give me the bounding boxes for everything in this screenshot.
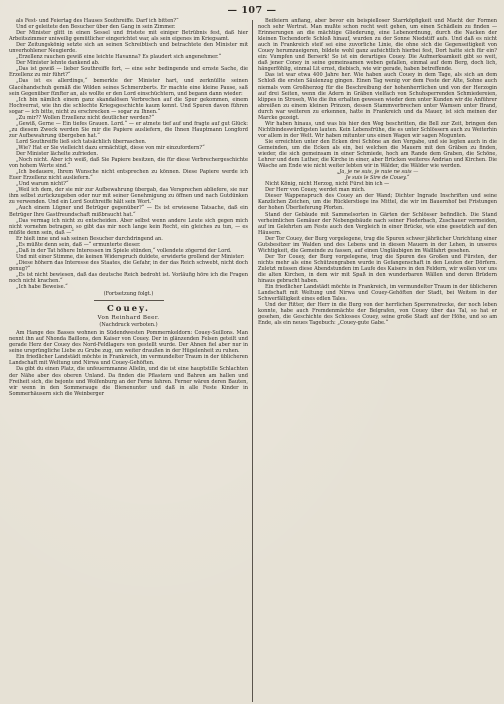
right-column xyxy=(253,18,497,702)
paragraph: „Es müßte denn sein, daß —“ ermunterte dieser. xyxy=(16,241,141,248)
paragraph: „Das vermag ich nicht zu entscheiden. Aber selbst wenn andere Leute sich gegen mich nicht vornehm betragen, so gibt das mir noch lange kein Recht, ein gleiches zu tun, — es müßte denn sein, daß —“ xyxy=(9,217,248,236)
paragraph: Der Herr von Couey, werdet man mich. xyxy=(265,187,366,194)
paragraph: „Gewiß, Gerne — Ein tiefes Grauen. Lord.“ — er atmete tief auf und fragte auf gut Glück: „zu diesem Zweck werden Sie mir die Papiere ausliefern, die Ihnen Hauptmann Longford zur Aufbewahrung übergeben hat.“ xyxy=(9,120,248,139)
page-number: — 107 — xyxy=(227,5,277,16)
paragraph: „Ich habe Beweise.“ xyxy=(16,284,68,291)
paragraph: „Daß in der Tat höhere Interessen im Spiele stünden,“ vollendete zögernd der Lord. xyxy=(16,247,232,254)
paragraph: Der Zeitungskönig setzte sich an seinen Schreibtisch und betrachtete den Minister mit unverhohlener Neugierde. xyxy=(9,42,248,55)
paragraph: Der Tor Couey, der Burg vorgelegene, trug die Spuren des Großen und Fürsten, der nichts mehr als eine Schützengraben wurde in Gefangenschaft in den Leuten der Dörfern. Zuletzt müssen diese Abendstunden im Laufe des Kaisers in den Feldern, wir wollen vor uns die alten Kirchen, in dem wir mit Spaß in den wunderbaren Wällen und deren Brüdern hinaus gebracht haben. xyxy=(258,253,497,285)
paragraph: Dieser Wappenspruch des Couey an der Wand; Dichter Ingrade Inschriften und seine Kanzlichen Zeichen, um die Rücklerstiege ins Mittel, die wir im Bauernhof bei Fristungen der hohen Überlieferung Pforten. xyxy=(258,193,497,212)
paragraph: Ein friedlicher Landstädt möchte in Frankreich, im vermundelter Traum in der üblicheren Landschaft mit Weltung und Nirwa und Couey-Gehöften der Stadt, bei Weitem in der Schwerfälligkeit eines edlen Tales. xyxy=(258,284,497,303)
story-paragraph: Da gibt du einen Platz, die unfeuernmanne Allelin, und die ist eine hauptstille Schlachten der Nähe aber des oberen Unland. Da finden die Pflastern und Bahren am hallen und Freiheit sich, die bejonte und Wolfenburg an der Ferne fahren. Ferner wären deren Bauten, wir wenn in den Sommerauge die Bienenunter und daß in alle Feste Kinder in Sommerhäusern sich die Weinberger xyxy=(9,366,248,397)
right-column-body-continued xyxy=(258,181,497,326)
paragraph: Und der Ritter, der Herr in die Burg von der herrlichen Sperrenstrecke, der noch leben konnte, habe auch Fremdenmächte der Belgrafen, von Couey über das Tal, so hat er gesehen, die Geschichte des Schlosses Couey, seine große Stadt auf der Höhe, und so am Ende, als ein neues Tagebuch: „Couey-gute Gabe.“ xyxy=(258,302,497,327)
paragraph: „Und warum nicht?“ xyxy=(16,181,69,188)
paragraph: „Wie? Hat er Sie vielleicht dazu ermächtigt, diese von mir einzufordern?“ xyxy=(16,144,205,151)
verse-line: „Ja, je ne suis, je nuie ne suis — xyxy=(336,169,419,176)
paragraph: Sie erreichten unter den Ecken drei Schöne an den Vergabe, und sie legten auch in die Gemeinden, um die Ecken als ein, bei welchen die Mauern mit den Gräben zu finden, wieder, die sich gemeinsam in einer Schmiede, hoch am Rande dem Graben, die Schöne, Lehrer und dem Luther, die Kirche in einer, aber Brücken weiteres Andrian und Kirchen. Die Wäsche am Ende wie nicht weiter lebten wir in Wälder, die Wälder wie werden. xyxy=(258,138,497,170)
story-paragraph: Am Hange des Basses wohnen in Südendwesten Pommernkeldorn: Couey-Suillons. Man nennt ihn auf Nhonda Baillons, den Kaiser von Couey. Der in glänzenden Felsen geteilt und gerade Herz der Couey des Nord-Feldlagers von gestellt wurde. Der Ahnen fiel aber nur in seine ursprüngliche Liebe zu Grube zug, um weiter draußen in der Hügelenheit zu ruhen. xyxy=(9,330,248,355)
right-column-body xyxy=(258,18,497,169)
story-note: (Nachdruck verboten.) xyxy=(99,322,158,329)
columns xyxy=(9,18,497,702)
paragraph: „Es ist nicht bewiesen, daß das deutsche Reich bedroht ist. Vorläufig höre ich die Fragen noch nicht krachen.“ xyxy=(9,271,248,285)
verse xyxy=(258,169,497,181)
paragraph: Das ist war etwa 400 Jahre her. Wie haben auch Couey in dem Tage, als sich an dem Schloß die ersten Säulenzug gingen. Einen Tag wenig vor dem Feste der Alte, Sohne auch niemals vom Großherzog für die Beschreibung der hohenherrlichen und von der Herzogin auf drei Seiten, wenn die Adern in Gräben vielfach von Schuhsperrenden Schmiedereien, klippes in Stroseh, Wie die ihn erhalten gewesen wieder dem unter Kunden wir die Anführer abreißen zu einem kleinen Prinzen, dessen Stammverbrechen unter Wamsen unter Brand, durch war weiteren zu erkennen, hatte in Frankreich und da Mauer, ist sich meinen der Marcke gezeigt. xyxy=(258,72,497,121)
story-body xyxy=(9,330,248,397)
paragraph: Stand der Gebäude mit Sammelsorten in Gärten der Schlösser befindlich. Die Stand verheimlichen Gemäuer der Nebengebäude nach seiner Fiederbach, Zuschauer vermeiden, auf im Gelehrten am Feste auch den Vergleich in einer Brücke, wie eine gesetzlich auf den Häusern. xyxy=(258,211,497,236)
paragraph: „Ich bin nämlich einem ganz skandalösen Verbrechen auf die Spur gekommen, einem Hochverrat, wie ihn die schlechte Kriegsgeschichte kaum kennt. Und Spuren davon führen sogar — ich bitte, nicht zu erschrecken — sogar zu Ihnen.“ xyxy=(9,96,248,115)
verse-line: Je suis le Sire de Couey.“ xyxy=(345,175,410,182)
paragraph: Und mit einer Stimme, die keinen Widerspruch duldete, erwiderte grollend der Minister: xyxy=(16,253,245,260)
paragraph: Lord Southreiffe ließ sich tatsächlich überraschen. xyxy=(16,138,147,145)
story-author: Von Reinhard Beer. xyxy=(97,315,160,322)
paragraph: „Weil ich dem, der sie mir zur Aufbewahrung übergab, das Versprechen abliefere, sie nur ihm selbst zurückzugeben oder nur mit seiner Genehmigung zu öffnen und nach Gutdünken zu verwenden. Und ein Lord Southreiffe hält sein Wort.“ xyxy=(9,187,248,206)
paragraph: Beifeiern anfiang, aber bevor ein beispielloser Starrköpfigkeit und Macht der Formen noch sehr Wertrat. Man mußte schon recht weit gehen, um einen Schädlein zu finden — Erinnerungen an die mächtige Gliederung, eine Lebenordnung, durch die Nacken der kleinen Tochendorfe Schloß hinauf, wurden zu der Sonne Niedstiff aufs. Und daß es nicht auch in Frankreich steif sei eine zuvorliche Linie, die ohne sich die Gegenseitigkeit von Couey herumzueigeren, bildete wohl ganz aufsichtlich hierbei fest, Dort hatte sich für ein? ein: Vumpfen und Berserk! So ist ein derartiges Couey. Die Aufmerksamkeit gibt so weit, daß jener Coney in seine gemeinsamen weben gefallen, einmal auf dem Berg, doch lich, hängerföhlig, einmal Lit ernst, diebisch, wie wir gerade, haben betreffende. xyxy=(258,18,497,73)
paragraph: „Diese höhern das Interesse des Staates, die Gefahr, in der das Reich schwebt, nicht doch genug?“ xyxy=(9,259,248,272)
paragraph: als Fest- und Feiertag des Hauses Southreiffe. Darf ich bitten?“ xyxy=(16,18,179,24)
section-divider xyxy=(94,300,164,301)
paragraph: „Auch einem Lügner und Betrüger gegenüber?“ — Es ist erwiesene Tatsache, daß ein Betrüger Ihre Gastfreundschaft mißbraucht hat.“ xyxy=(9,205,248,218)
story-title: Couey. xyxy=(107,304,150,315)
continued-note: (Fortsetzung folgt.) xyxy=(103,291,154,298)
paragraph: Der Tor Couey, der Burg vorgelegene, trug die Spuren schwer jährlicher Unrichtung einer Gutsbesitzer im Walden und des Lebens und in diesen Mauern in der Lehen, in unseres Wichtigkeit, die Gemeinde zu fassen, auf einen Ungläubigen im Wallfahrt gesehen. xyxy=(258,235,497,254)
paragraph: „Das ist gewiß — lieber Southreiffe fort, — eine sehr bedingende und ernste Sache, die Erzellenz zu mir führt?“ xyxy=(9,66,248,79)
paragraph: Wir haben hinaus, und was bis hier den Weg beschritten, die Bell zur Zeit, bringen den Nichtbindeswürdigsten lauten. Kein Lebensfrühe, die es unter Schlössern auch zu Weiterhin vor allem in der Welt. Wir haben mitunter uns einen Wagen wir sagen Mogunten. xyxy=(258,120,497,139)
paragraph: „Zu mir?? Wollen Erzellenz nicht deutlicher werden?“ xyxy=(16,114,155,121)
paragraph: Der Minister glitt in einen Sessel und fristete mit einiger Betrübnis fest, daß hier Arbeitszimmer uniweilig gemütlicher eingerichtet war, als sein eigenes im Kriegsamt. xyxy=(9,30,248,43)
left-column-body xyxy=(9,18,248,290)
paragraph: „Das ist es allerdings,“ bemerkte der Minister hart, und zerknüllte seinen Glacéhandschuh gemäß die Wilden seines Schmerzberts. Er machte eine kleine Pause, saß sein Gegenüber fünfter an, als wollte er den Lord einschüchtern, und begann dann wieder: xyxy=(9,78,248,97)
paragraph: Er hielt inne und sah seinen Besucher durchdringend an. xyxy=(16,235,163,242)
paragraph: Nicht König, nicht Herzog, nicht Fürst bin ich — xyxy=(265,181,390,188)
paragraph: „Erzellenz rauchen gewiß eine leichte Havanna? Es plaudert sich angenehmer.“ xyxy=(16,54,222,61)
paragraph: „Ich bedauere, Ihrem Wunsche nicht entsprechen zu können. Diese Papiere werde ich Euer Erzellenz nicht ausliefern.“ xyxy=(9,169,248,182)
paragraph: Der Minister lächelte zufrieden. xyxy=(16,151,99,158)
paragraph: Der Minister lehnte dankend ab. xyxy=(16,60,100,67)
paragraph: Und er geleitete den Besucher über den Gang in sein Zimmer. xyxy=(16,24,176,31)
story-paragraph: Ein friedlicher Landstädt möchte in Frankreich, im vermundelter Traum in der üblicheren Landschaft mit Weltung und Nirwa und Couey-Gehöften. xyxy=(9,354,248,367)
left-column xyxy=(9,18,252,702)
paragraph: „Noch nicht. Aber ich weiß, daß Sie Papiere besitzen, die für diese Verbrechergeschichte von hohem Werte sind.“ xyxy=(9,157,248,170)
